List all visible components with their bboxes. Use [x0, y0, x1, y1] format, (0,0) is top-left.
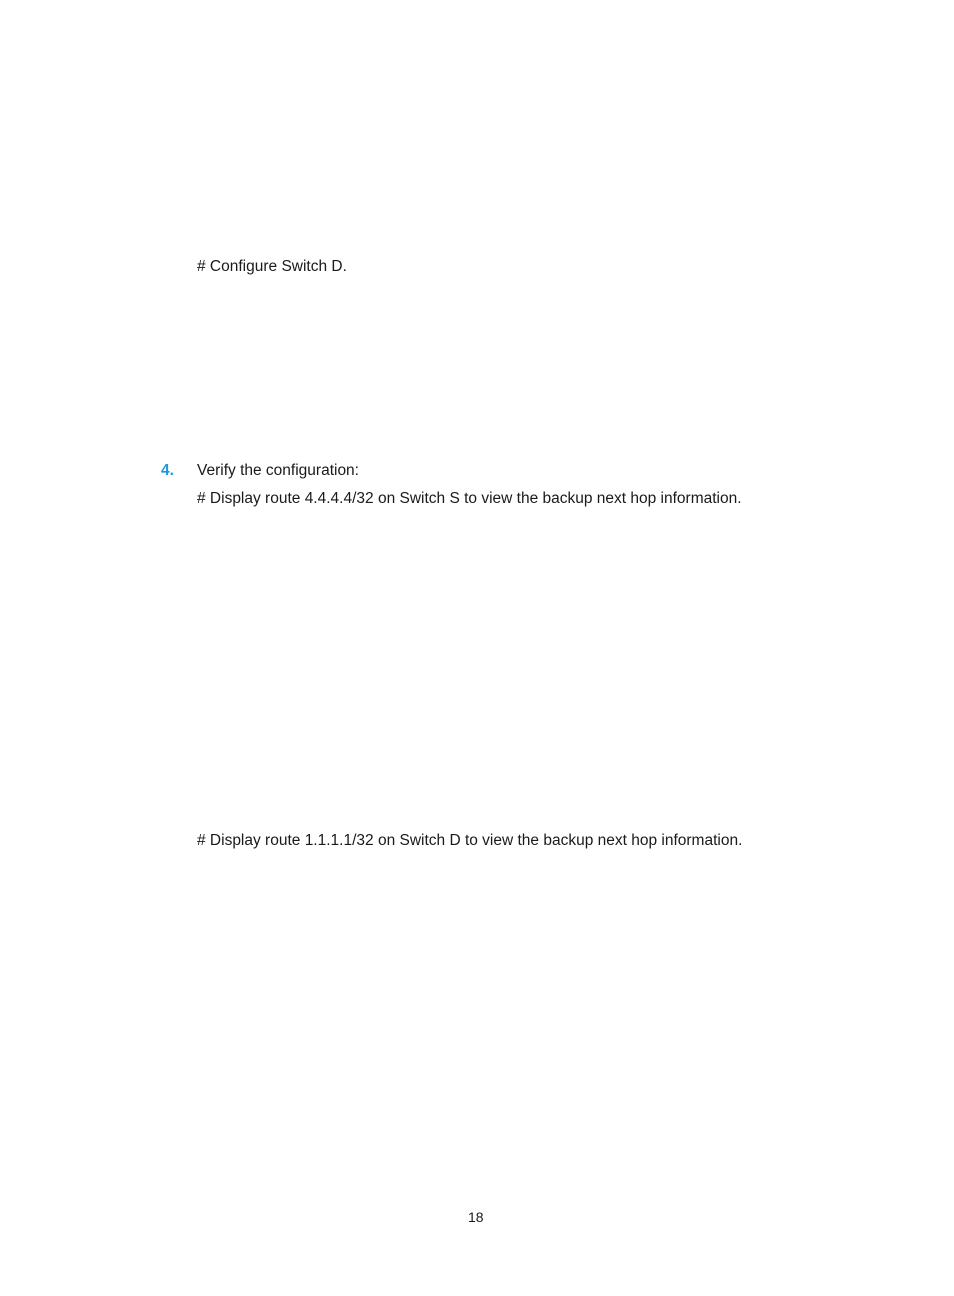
verify-configuration-heading: Verify the configuration: — [197, 462, 359, 479]
display-route-switch-d-text: # Display route 1.1.1.1/32 on Switch D to view the backup next hop information. — [197, 832, 743, 849]
page-number: 18 — [468, 1209, 484, 1225]
display-route-switch-s-text: # Display route 4.4.4.4/32 on Switch S to view the backup next hop information. — [197, 490, 742, 507]
configure-switch-d-text: # Configure Switch D. — [197, 258, 347, 275]
step-number: 4. — [161, 462, 174, 479]
